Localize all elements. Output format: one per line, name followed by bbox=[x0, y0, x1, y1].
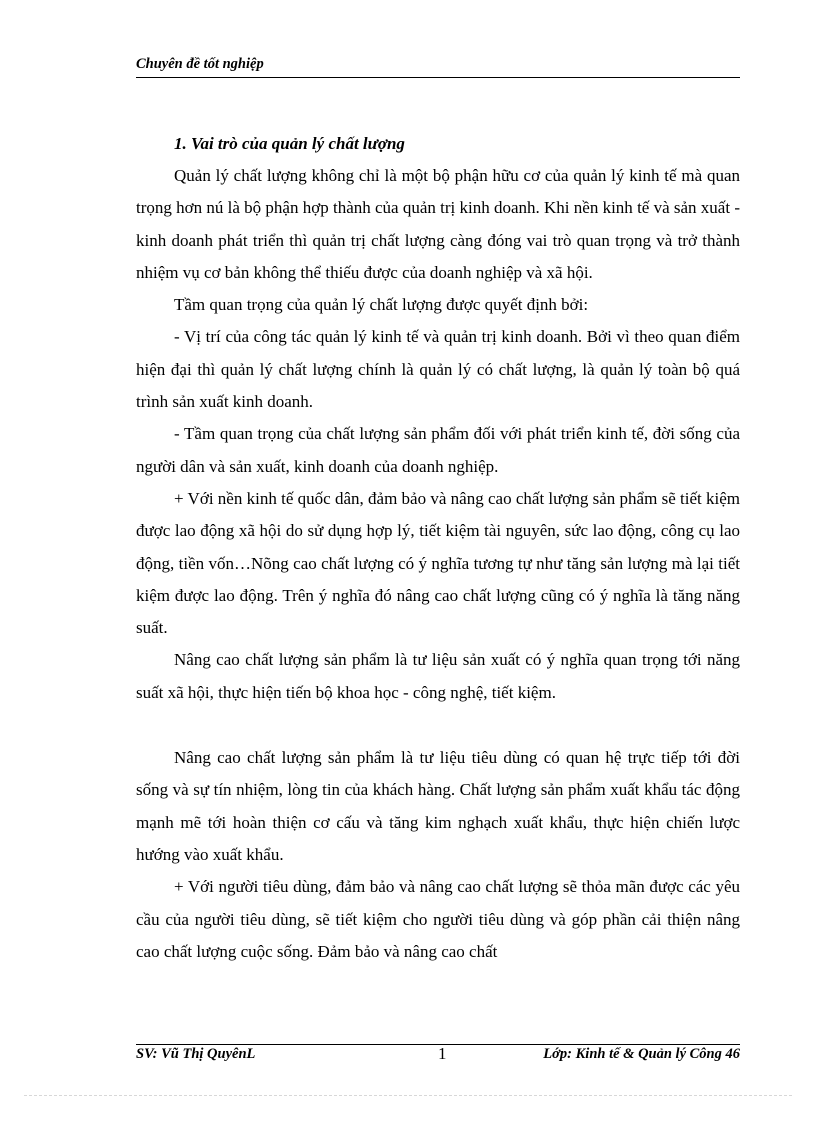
document-body bbox=[136, 128, 740, 968]
section-heading: 1. Vai trò của quản lý chất lượng bbox=[174, 134, 405, 153]
paragraph: Tầm quan trọng của quản lý chất lượng được quyết định bởi: bbox=[174, 295, 589, 315]
footer-class-name: Lớp: Kinh tế & Quản lý Công 46 bbox=[543, 1046, 740, 1062]
paragraph: - Vị trí của công tác quản lý kinh tế và quản trị kinh doanh. Bởi vì theo quan điểm hiện đại thì quản lý chất lượng chính là quản lý có chất lượng, là quản lý toàn bộ quá trình sản xuất kinh doanh. bbox=[136, 327, 740, 412]
paragraph: - Tầm quan trọng của chất lượng sản phẩm đối với phát triển kinh tế, đời sống của người dân và sản xuất, kinh doanh của doanh nghiệp. bbox=[136, 424, 740, 476]
page-number: 1 bbox=[438, 1044, 447, 1063]
paragraph: Nâng cao chất lượng sản phẩm là tư liệu tiêu dùng có quan hệ trực tiếp tới đời sống và sự tín nhiệm, lòng tin của khách hàng. Chất lượng sản phẩm xuất khẩu tác động mạnh mẽ tới hoàn thiện cơ cấu và tăng kim nghạch xuất khẩu, thực hiện chiến lược hướng vào xuất khẩu. bbox=[136, 748, 740, 864]
footer-student-name: SV: Vũ Thị QuyênL bbox=[136, 1046, 256, 1062]
paragraph-spacer bbox=[136, 709, 740, 742]
page-header-title: Chuyên đề tốt nghiệp bbox=[136, 56, 264, 72]
paragraph: Nâng cao chất lượng sản phẩm là tư liệu sản xuất có ý nghĩa quan trọng tới năng suất xã hội, thực hiện tiến bộ khoa học - công nghệ, tiết kiệm. bbox=[136, 650, 740, 702]
header-divider bbox=[136, 77, 740, 78]
paragraph: + Với nền kinh tế quốc dân, đảm bảo và nâng cao chất lượng sản phẩm sẽ tiết kiệm được lao động xã hội do sử dụng hợp lý, tiết kiệm tài nguyên, sức lao động, công cụ lao động, tiền vốn…Nõng cao chất lượng có ý nghĩa tương tự như tăng sản lượng mà lại tiết kiệm được lao động. Trên ý nghĩa đó nâng cao chất lượng cũng có ý nghĩa là tăng năng suất. bbox=[136, 488, 740, 638]
paragraph: + Với người tiêu dùng, đảm bảo và nâng cao chất lượng sẽ thỏa mãn được các yêu cầu của người tiêu dùng, sẽ tiết kiệm cho người tiêu dùng và góp phần cải thiện nâng cao chất lượng cuộc sống. Đảm bảo và nâng cao chất bbox=[136, 877, 740, 961]
page-footer bbox=[136, 1046, 740, 1070]
page-edge-line bbox=[24, 1095, 792, 1096]
paragraph: Quản lý chất lượng không chỉ là một bộ phận hữu cơ của quản lý kinh tế mà quan trọng hơn nú là bộ phận hợp thành của quản trị kinh doanh. Khi nền kinh tế và sản xuất - kinh doanh phát triển thì quản trị chất lượng càng đóng vai trò quan trọng và trở thành nhiệm vụ cơ bản không thể thiếu được của doanh nghiệp và xã hội. bbox=[136, 166, 740, 282]
